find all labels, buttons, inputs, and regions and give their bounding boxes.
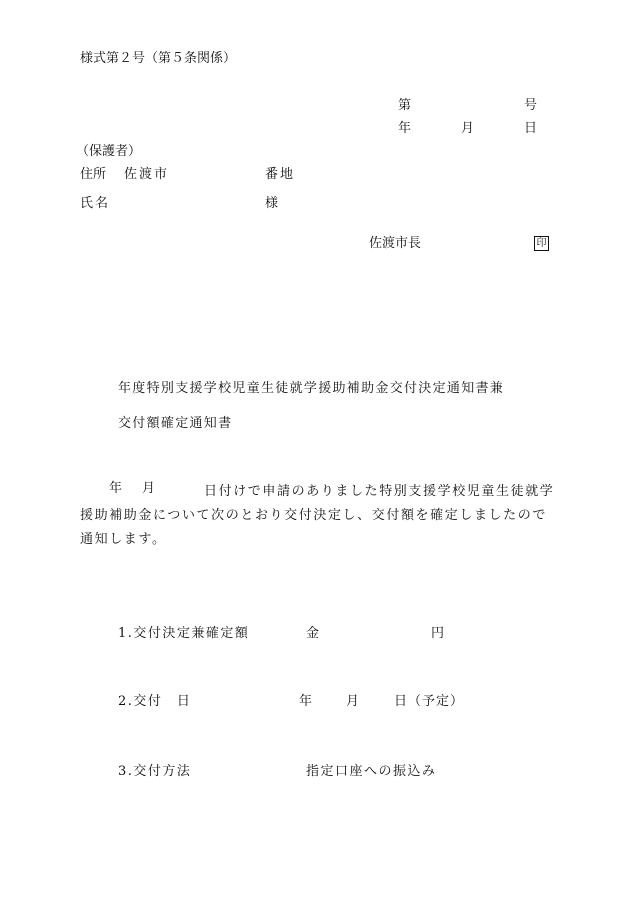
- body-text: 日付けで申請のありました特別支援学校児童生徒就学援助補助金について次のとおり交付決定し、交付額を確定しましたので通知します。: [80, 484, 555, 547]
- name-honorific: 様: [265, 196, 279, 211]
- document-title-line2: 交付額確定通知書: [118, 416, 233, 431]
- item-1-label: 1.交付決定兼確定額: [118, 626, 250, 641]
- body-year: 年: [109, 481, 123, 496]
- date-year: 年: [398, 121, 412, 136]
- address-label: 住所: [80, 167, 107, 182]
- item-3-label: 3.交付方法: [118, 764, 192, 779]
- document-title-line1: 年度特別支援学校児童生徒就学援助補助金交付決定通知書兼: [118, 381, 505, 396]
- address-banchi: 番地: [265, 167, 296, 182]
- name-label: 氏名: [80, 196, 111, 211]
- item-3-value: 指定口座への振込み: [306, 764, 437, 779]
- date-month: 月: [461, 121, 475, 136]
- item-2-day: 日（予定）: [394, 694, 465, 709]
- body-paragraph: [80, 480, 555, 552]
- address-city: 佐渡市: [124, 167, 170, 182]
- date-day: 日: [524, 121, 538, 136]
- item-1-value-prefix: 金: [306, 626, 320, 641]
- issuer-title: 佐渡市長: [369, 236, 422, 251]
- recipient-label: （保護者）: [76, 144, 142, 159]
- form-number: 様式第２号（第５条関係）: [80, 51, 237, 66]
- seal-mark: 印: [534, 236, 549, 251]
- body-month: 月: [142, 481, 156, 496]
- item-2-month: 月: [346, 694, 360, 709]
- item-2-year: 年: [299, 694, 313, 709]
- item-1-value-suffix: 円: [431, 626, 445, 641]
- doc-number-prefix: 第: [398, 98, 412, 113]
- doc-number-suffix: 号: [524, 98, 538, 113]
- item-2-label: 2.交付 日: [118, 694, 192, 709]
